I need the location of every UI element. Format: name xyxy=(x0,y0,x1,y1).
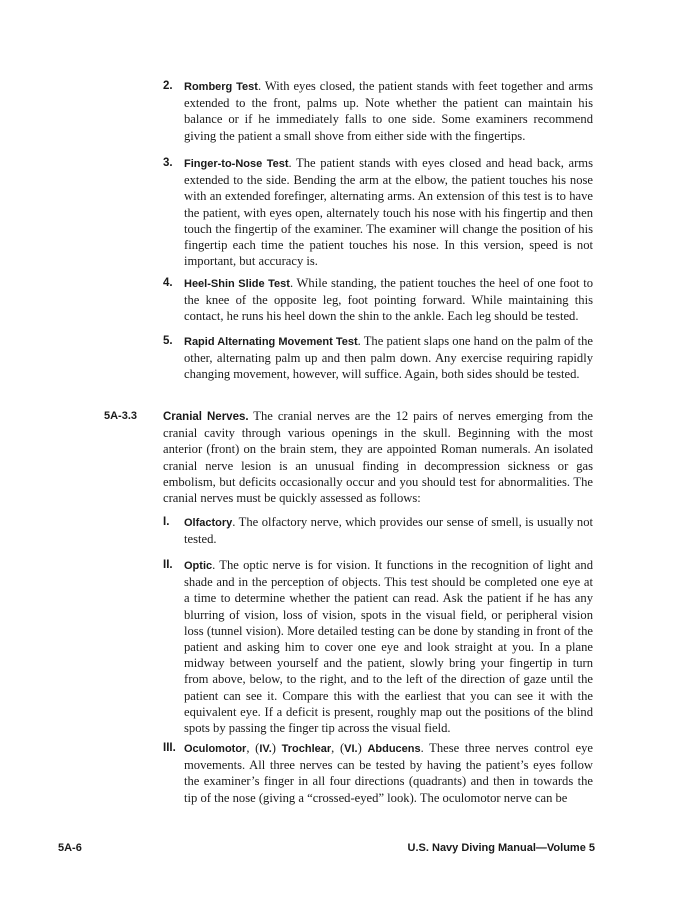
section-number: 5A-3.3 xyxy=(104,410,138,422)
item-text: Heel-Shin Slide Test. While standing, the patient touches the heel of one foot to the knee of the opposite leg, foot pointing forward. While maintaining this contact, he runs his heel down the shin to the ankle. Each leg should be tested. xyxy=(184,276,593,324)
item-text: Rapid Alternating Movement Test. The patient slaps one hand on the palm of the other, alternating palm up and then palm down. Any exercise requiring rapidly changing movement, however, will suffice. Again, both sides should be tested. xyxy=(184,334,593,382)
item-text: Optic. The optic nerve is for vision. It functions in the recognition of light and shade and in the perception of objects. This test should be completed one eye at a time to determine whether the patient can read. Ask the patient if he has any blurring of vision, loss of vision, spots in the visual field, or peripheral vision loss (tunnel vision). More detailed testing can be done by standing in front of the patient and asking him to cover one eye and look straight at you. In a plane midway between yourself and the patient, slowly bring your fingertip in turn from above, below, to the right, and to the left of the direction of gaze until the patient can see it. Compare this with the earliest that you can see it with the equivalent eye. If a deficit is present, roughly map out the positions of the blind spots by passing the finger tip across the visual field. xyxy=(184,558,593,736)
item-number: II. xyxy=(163,559,173,571)
item-term: Optic xyxy=(184,560,213,572)
page-number: 5A-6 xyxy=(58,842,82,854)
item-text: Romberg Test. With eyes closed, the patient stands with feet together and arms extended to the front, palms up. Note whether the patient can maintain his balance or if he immediately falls to one side. Some examiners recommend giving the patient a small shove from either side with the fingertips. xyxy=(184,79,594,143)
item-number: 5. xyxy=(163,335,173,347)
section-paragraph: Cranial Nerves. The cranial nerves are the 12 pairs of nerves emerging from the cranial cavity through various openings in the skull. Beginning with the most anterior (front) on the brain stem, they are appointed Roman numerals. An isolated cranial nerve lesion is an unusual finding in decompression sickness or gas embolism, but deficits occasionally occur and you should test for abnormalities. The cranial nerves must be quickly assessed as follows: xyxy=(163,409,593,506)
item-term: Heel-Shin Slide Test xyxy=(184,278,290,290)
item-number: 2. xyxy=(163,80,173,92)
item-text: Finger-to-Nose Test. The patient stands with eyes closed and head back, arms extended to the side. Bending the arm at the elbow, the patient touches his nose with an extended forefinger, alternating arms. An extension of this test is to have the patient, with eyes open, alternately touch his nose with his fingertip and then touch the fingertip of the examiner. The examiner will change the position of his fingertip each time the patient touches his nose. In this version, speed is not important, but accuracy is. xyxy=(184,156,594,269)
item-number: 3. xyxy=(163,157,173,169)
section-title: Cranial Nerves. xyxy=(163,411,249,423)
item-term: Rapid Alternating Movement Test xyxy=(184,336,358,348)
item-term: Oculomotor xyxy=(184,743,247,755)
manual-title: U.S. Navy Diving Manual—Volume 5 xyxy=(407,842,595,854)
item-text: Oculomotor, (IV.) Trochlear, (VI.) Abducens. These three nerves control eye movements. All three nerves can be tested by having the patient’s eyes follow the examiner’s finger in all four directions (quadrants) and then in towards the tip of the nose (giving a “crossed-eyed” look). The oculomotor nerve can be xyxy=(184,741,593,805)
item-number: 4. xyxy=(163,277,173,289)
item-number: I. xyxy=(163,516,170,528)
item-term: Finger-to-Nose Test xyxy=(184,158,289,170)
item-term: Romberg Test xyxy=(184,81,258,93)
item-number: III. xyxy=(163,742,176,754)
item-term: Olfactory xyxy=(184,517,233,529)
item-text: Olfactory. The olfactory nerve, which provides our sense of smell, is usually not tested. xyxy=(184,515,593,547)
